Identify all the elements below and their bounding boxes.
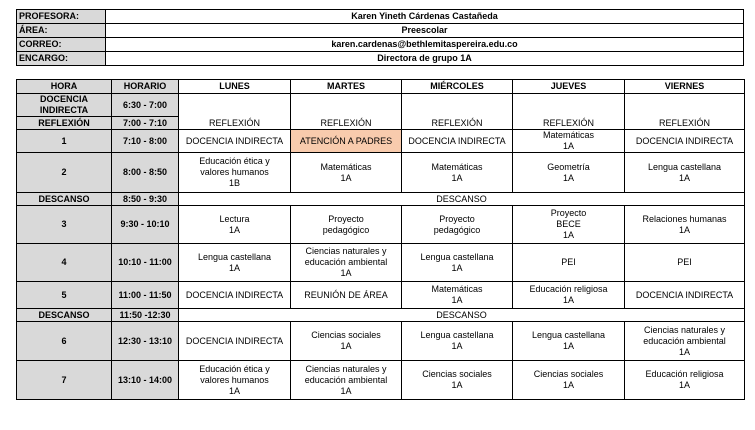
cell-r2-viernes-line2: 1A bbox=[678, 172, 690, 183]
cell-r7-martes bbox=[291, 361, 402, 400]
reflexion-martes: REFLEXIÓN bbox=[291, 94, 402, 130]
encargo-label: ENCARGO: bbox=[17, 52, 106, 66]
cell-r1-viernes: DOCENCIA INDIRECTA bbox=[625, 130, 745, 153]
cell-r7-martes-line2: educación ambiental bbox=[304, 374, 388, 385]
cell-r7-jueves-line1: Ciencias sociales bbox=[533, 369, 604, 379]
cell-r2-lunes bbox=[179, 153, 291, 193]
cell-r5-jueves bbox=[513, 282, 625, 309]
cell-r7-jueves-line2: 1A bbox=[562, 380, 574, 390]
reflexion-lunes: REFLEXIÓN bbox=[179, 94, 291, 130]
cell-r2-lunes-line1: Educación ética y bbox=[199, 156, 270, 166]
cell-r3-jueves bbox=[513, 206, 625, 244]
cell-r4-jueves: PEI bbox=[513, 244, 625, 282]
cell-r2-lunes-line2: valores humanos bbox=[200, 167, 269, 177]
cell-r7-lunes-line1: Educación ética y bbox=[199, 363, 270, 374]
cell-r6-jueves-line1: Lengua castellana bbox=[531, 330, 606, 340]
time-6: 12:30 - 13:10 bbox=[112, 322, 179, 361]
cell-r1-jueves-line2: 1A bbox=[562, 141, 574, 151]
col-horario: HORARIO bbox=[112, 80, 179, 94]
cell-r3-viernes-line2: 1A bbox=[678, 224, 690, 235]
cell-r7-lunes-line2: valores humanos bbox=[200, 374, 269, 385]
table-row bbox=[17, 130, 745, 153]
cell-r1-jueves bbox=[513, 130, 625, 153]
cell-r6-jueves bbox=[513, 322, 625, 361]
correo-row bbox=[17, 38, 744, 52]
cell-r7-miercoles-line1: Ciencias sociales bbox=[422, 369, 492, 379]
docencia-label-line1: DOCENCIA bbox=[39, 94, 88, 104]
cell-r3-miercoles-line2: pedagógico bbox=[433, 224, 481, 235]
time-3: 9:30 - 10:10 bbox=[112, 206, 179, 244]
col-martes: MARTES bbox=[291, 80, 402, 94]
col-hora: HORA bbox=[17, 80, 112, 94]
cell-r3-viernes bbox=[625, 206, 745, 244]
profesora-label: PROFESORA: bbox=[17, 10, 106, 24]
reflexion-viernes: REFLEXIÓN bbox=[625, 94, 745, 130]
cell-r6-miercoles bbox=[402, 322, 513, 361]
descanso-2-label: DESCANSO bbox=[17, 309, 112, 322]
hora-7: 7 bbox=[17, 361, 112, 400]
hora-4: 4 bbox=[17, 244, 112, 282]
reflexion-miercoles: REFLEXIÓN bbox=[402, 94, 513, 130]
cell-r5-miercoles-line1: Matemáticas bbox=[431, 284, 483, 294]
docencia-row bbox=[17, 94, 745, 117]
cell-r6-martes-line1: Ciencias sociales bbox=[311, 330, 381, 340]
cell-r4-miercoles bbox=[402, 244, 513, 282]
cell-r3-jueves-line3: 1A bbox=[562, 230, 574, 240]
cell-r4-viernes: PEI bbox=[625, 244, 745, 282]
cell-r3-lunes-line1: Lectura bbox=[219, 213, 250, 224]
time-5: 11:00 - 11:50 bbox=[112, 282, 179, 309]
cell-r7-viernes bbox=[625, 361, 745, 400]
cell-r1-lunes: DOCENCIA INDIRECTA bbox=[179, 130, 291, 153]
cell-r2-viernes bbox=[625, 153, 745, 193]
cell-r1-miercoles: DOCENCIA INDIRECTA bbox=[402, 130, 513, 153]
column-header-row bbox=[17, 80, 745, 94]
time-7: 13:10 - 14:00 bbox=[112, 361, 179, 400]
cell-r2-jueves-line2: 1A bbox=[562, 172, 574, 183]
cell-r1-martes-highlighted: ATENCIÓN A PADRES bbox=[291, 130, 402, 153]
hora-5: 5 bbox=[17, 282, 112, 309]
cell-r3-miercoles bbox=[402, 206, 513, 244]
hora-3: 3 bbox=[17, 206, 112, 244]
cell-r7-martes-line3: 1A bbox=[340, 385, 352, 396]
cell-r7-viernes-line2: 1A bbox=[678, 380, 690, 390]
cell-r5-lunes: DOCENCIA INDIRECTA bbox=[179, 282, 291, 309]
cell-r5-jueves-line1: Educación religiosa bbox=[529, 284, 608, 294]
cell-r6-viernes-line3: 1A bbox=[678, 346, 690, 357]
cell-r7-viernes-line1: Educación religiosa bbox=[645, 369, 724, 379]
cell-r3-lunes bbox=[179, 206, 291, 244]
cell-r3-martes-line2: pedagógico bbox=[322, 224, 370, 235]
cell-r3-martes bbox=[291, 206, 402, 244]
time-4: 10:10 - 11:00 bbox=[112, 244, 179, 282]
cell-r4-miercoles-line1: Lengua castellana bbox=[420, 251, 494, 262]
cell-r2-miercoles bbox=[402, 153, 513, 193]
cell-r2-martes bbox=[291, 153, 402, 193]
docencia-time: 6:30 - 7:00 bbox=[112, 94, 179, 117]
cell-r6-miercoles-line1: Lengua castellana bbox=[420, 330, 494, 340]
encargo-row bbox=[17, 52, 744, 66]
reflexion-time: 7:00 - 7:10 bbox=[112, 117, 179, 130]
cell-r5-viernes: DOCENCIA INDIRECTA bbox=[625, 282, 745, 309]
cell-r6-martes-line2: 1A bbox=[340, 341, 352, 351]
cell-r2-martes-line1: Matemáticas bbox=[320, 161, 372, 172]
cell-r7-lunes-line3: 1A bbox=[228, 385, 240, 396]
cell-r6-miercoles-line2: 1A bbox=[451, 341, 463, 351]
cell-r3-martes-line1: Proyecto bbox=[328, 213, 364, 224]
schedule-table bbox=[16, 79, 745, 400]
table-row bbox=[17, 153, 745, 193]
cell-r5-miercoles bbox=[402, 282, 513, 309]
hora-1: 1 bbox=[17, 130, 112, 153]
cell-r5-jueves-line2: 1A bbox=[562, 295, 574, 305]
descanso-row bbox=[17, 193, 745, 206]
cell-r5-martes: REUNIÓN DE ÁREA bbox=[291, 282, 402, 309]
cell-r6-lunes: DOCENCIA INDIRECTA bbox=[179, 322, 291, 361]
time-1: 7:10 - 8:00 bbox=[112, 130, 179, 153]
descanso-1-label: DESCANSO bbox=[17, 193, 112, 206]
cell-r6-viernes bbox=[625, 322, 745, 361]
cell-r7-miercoles bbox=[402, 361, 513, 400]
docencia-label-line2: INDIRECTA bbox=[39, 105, 89, 115]
cell-r7-lunes bbox=[179, 361, 291, 400]
cell-r4-lunes-line2: 1A bbox=[228, 262, 240, 273]
cell-r6-viernes-line2: educación ambiental bbox=[643, 335, 726, 346]
cell-r4-lunes bbox=[179, 244, 291, 282]
col-lunes: LUNES bbox=[179, 80, 291, 94]
reflexion-label: REFLEXIÓN bbox=[17, 117, 112, 130]
profesora-value: Karen Yineth Cárdenas Castañeda bbox=[106, 10, 744, 24]
descanso-1-time: 8:50 - 9:30 bbox=[112, 193, 179, 206]
table-row bbox=[17, 206, 745, 244]
cell-r4-lunes-line1: Lengua castellana bbox=[197, 251, 272, 262]
area-value: Preescolar bbox=[106, 24, 744, 38]
area-row bbox=[17, 24, 744, 38]
encargo-value: Directora de grupo 1A bbox=[106, 52, 744, 66]
time-2: 8:00 - 8:50 bbox=[112, 153, 179, 193]
col-miercoles: MIÉRCOLES bbox=[402, 80, 513, 94]
teacher-info-table bbox=[16, 9, 744, 66]
table-row bbox=[17, 282, 745, 309]
table-row bbox=[17, 244, 745, 282]
table-row bbox=[17, 322, 745, 361]
cell-r2-jueves-line1: Geometría bbox=[547, 161, 590, 172]
cell-r4-martes bbox=[291, 244, 402, 282]
profesora-row bbox=[17, 10, 744, 24]
cell-r1-jueves-line1: Matemáticas bbox=[542, 130, 595, 140]
cell-r3-jueves-line2: BECE bbox=[556, 219, 581, 229]
cell-r7-jueves bbox=[513, 361, 625, 400]
cell-r2-miercoles-line1: Matemáticas bbox=[431, 161, 483, 172]
cell-r6-martes bbox=[291, 322, 402, 361]
cell-r2-viernes-line1: Lengua castellana bbox=[647, 161, 722, 172]
cell-r3-miercoles-line1: Proyecto bbox=[439, 213, 475, 224]
docencia-label bbox=[17, 94, 112, 117]
reflexion-jueves: REFLEXIÓN bbox=[513, 94, 625, 130]
cell-r2-jueves bbox=[513, 153, 625, 193]
descanso-row bbox=[17, 309, 745, 322]
cell-r3-jueves-line1: Proyecto bbox=[550, 208, 587, 218]
cell-r3-viernes-line1: Relaciones humanas bbox=[642, 213, 727, 224]
cell-r6-jueves-line2: 1A bbox=[562, 341, 574, 351]
correo-value: karen.cardenas@bethlemitaspereira.edu.co bbox=[106, 38, 744, 52]
cell-r7-miercoles-line2: 1A bbox=[451, 380, 463, 390]
cell-r2-lunes-line3: 1B bbox=[228, 178, 240, 188]
cell-r2-miercoles-line2: 1A bbox=[451, 172, 463, 183]
hora-6: 6 bbox=[17, 322, 112, 361]
col-jueves: JUEVES bbox=[513, 80, 625, 94]
cell-r2-martes-line2: 1A bbox=[340, 172, 352, 183]
cell-r4-martes-line1: Ciencias naturales y bbox=[305, 246, 387, 256]
cell-r4-martes-line3: 1A bbox=[340, 268, 352, 278]
area-label: ÁREA: bbox=[17, 24, 106, 38]
descanso-2-time: 11:50 -12:30 bbox=[112, 309, 179, 322]
descanso-2-cell: DESCANSO bbox=[179, 309, 745, 322]
cell-r4-miercoles-line2: 1A bbox=[451, 262, 463, 273]
cell-r7-martes-line1: Ciencias naturales y bbox=[305, 363, 387, 374]
table-row bbox=[17, 361, 745, 400]
cell-r6-viernes-line1: Ciencias naturales y bbox=[643, 324, 726, 335]
hora-2: 2 bbox=[17, 153, 112, 193]
cell-r4-martes-line2: educación ambiental bbox=[304, 257, 388, 267]
correo-label: CORREO: bbox=[17, 38, 106, 52]
cell-r5-miercoles-line2: 1A bbox=[451, 295, 463, 305]
cell-r3-lunes-line2: 1A bbox=[228, 224, 240, 235]
col-viernes: VIERNES bbox=[625, 80, 745, 94]
descanso-1-cell: DESCANSO bbox=[179, 193, 745, 206]
